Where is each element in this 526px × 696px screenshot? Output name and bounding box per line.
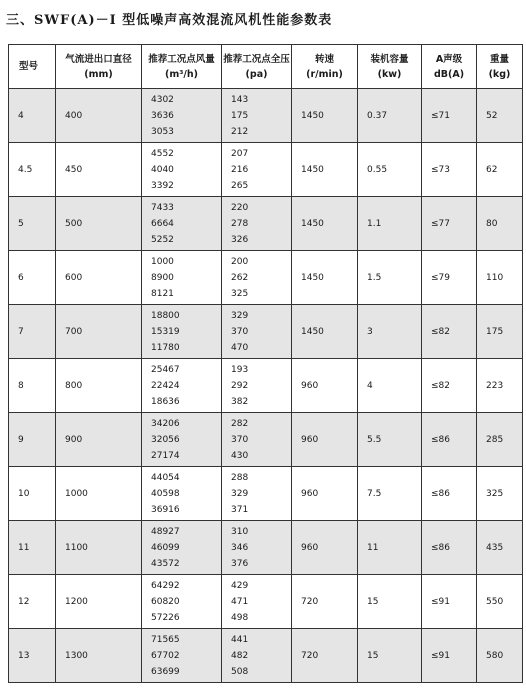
cell-pressure-value: 292 — [231, 380, 249, 391]
cell-flow — [142, 251, 222, 305]
header-label: 型号 — [19, 61, 39, 72]
performance-table — [8, 44, 523, 683]
cell-flow-value: 3053 — [151, 126, 174, 137]
cell-speed: 960 — [292, 359, 358, 413]
cell-flow-value: 36916 — [151, 504, 180, 515]
cell-weight: 435 — [477, 521, 523, 575]
cell-pressure-value: 329 — [231, 310, 249, 321]
cell-flow-value: 46099 — [151, 542, 180, 553]
cell-flow — [142, 305, 222, 359]
cell-flow-value: 8900 — [151, 272, 174, 283]
cell-flow-value: 3636 — [151, 110, 174, 121]
header-unit: (m³/h) — [165, 68, 198, 80]
cell-flow-value: 15319 — [151, 326, 180, 337]
cell-pressure-value: 326 — [231, 234, 249, 245]
cell-model: 5 — [9, 197, 56, 251]
header-label: 重量 — [489, 53, 509, 65]
cell-noise: ≤86 — [422, 467, 477, 521]
cell-pressure-value: 193 — [231, 364, 249, 375]
cell-speed: 960 — [292, 521, 358, 575]
cell-power: 15 — [358, 575, 422, 629]
table-row — [9, 89, 523, 143]
cell-model: 12 — [9, 575, 56, 629]
cell-flow-value: 5252 — [151, 234, 174, 245]
cell-pressure-value: 175 — [231, 110, 249, 121]
cell-power: 15 — [358, 629, 422, 683]
cell-pressure — [222, 629, 292, 683]
header-cell-noise — [422, 45, 477, 89]
cell-speed: 1450 — [292, 143, 358, 197]
cell-pressure-value: 220 — [231, 202, 249, 213]
cell-power: 5.5 — [358, 413, 422, 467]
table-row — [9, 467, 523, 521]
header-label: 气流进出口直径 — [65, 53, 132, 65]
cell-weight: 80 — [477, 197, 523, 251]
cell-flow-value: 11780 — [151, 342, 180, 353]
cell-flow-value: 18800 — [151, 310, 180, 321]
cell-flow-value: 4302 — [151, 94, 174, 105]
header-cell-weight — [477, 45, 523, 89]
cell-speed: 720 — [292, 629, 358, 683]
header-cell-diameter — [56, 45, 142, 89]
cell-pressure — [222, 197, 292, 251]
cell-pressure-value: 212 — [231, 126, 249, 137]
cell-pressure-value: 508 — [231, 666, 249, 677]
cell-flow-value: 4552 — [151, 148, 174, 159]
cell-pressure-value: 265 — [231, 180, 249, 191]
cell-weight: 62 — [477, 143, 523, 197]
cell-pressure — [222, 89, 292, 143]
cell-pressure-value: 429 — [231, 580, 249, 591]
cell-noise: ≤82 — [422, 305, 477, 359]
cell-weight: 550 — [477, 575, 523, 629]
cell-flow-value: 27174 — [151, 450, 180, 461]
cell-noise: ≤73 — [422, 143, 477, 197]
cell-power: 4 — [358, 359, 422, 413]
cell-diameter: 900 — [56, 413, 142, 467]
cell-flow-value: 57226 — [151, 612, 180, 623]
header-unit: (kw) — [377, 68, 402, 80]
cell-power: 0.55 — [358, 143, 422, 197]
cell-speed: 1450 — [292, 251, 358, 305]
header-label: 转速 — [314, 53, 334, 65]
cell-flow-value: 64292 — [151, 580, 180, 591]
cell-weight: 52 — [477, 89, 523, 143]
table-row — [9, 359, 523, 413]
cell-diameter: 600 — [56, 251, 142, 305]
cell-speed: 960 — [292, 413, 358, 467]
cell-pressure-value: 371 — [231, 504, 249, 515]
cell-model: 10 — [9, 467, 56, 521]
cell-pressure-value: 288 — [231, 472, 249, 483]
header-label: A声级 — [435, 53, 463, 65]
cell-flow-value: 43572 — [151, 558, 180, 569]
cell-pressure-value: 278 — [231, 218, 249, 229]
cell-pressure-value: 310 — [231, 526, 249, 537]
cell-weight: 285 — [477, 413, 523, 467]
header-label: 装机容量 — [370, 53, 409, 65]
table-row — [9, 413, 523, 467]
cell-diameter: 1000 — [56, 467, 142, 521]
cell-pressure-value: 370 — [231, 434, 249, 445]
cell-pressure-value: 282 — [231, 418, 249, 429]
cell-model: 7 — [9, 305, 56, 359]
cell-model: 4 — [9, 89, 56, 143]
cell-flow-value: 32056 — [151, 434, 180, 445]
cell-diameter: 400 — [56, 89, 142, 143]
cell-noise: ≤91 — [422, 629, 477, 683]
cell-pressure-value: 207 — [231, 148, 249, 159]
cell-diameter: 500 — [56, 197, 142, 251]
cell-flow-value: 4040 — [151, 164, 174, 175]
cell-noise: ≤86 — [422, 521, 477, 575]
cell-pressure — [222, 251, 292, 305]
cell-speed: 1450 — [292, 305, 358, 359]
cell-flow-value: 60820 — [151, 596, 180, 607]
cell-power: 1.5 — [358, 251, 422, 305]
cell-pressure-value: 376 — [231, 558, 249, 569]
cell-flow-value: 3392 — [151, 180, 174, 191]
cell-pressure — [222, 143, 292, 197]
table-row — [9, 521, 523, 575]
cell-pressure-value: 482 — [231, 650, 249, 661]
cell-pressure — [222, 467, 292, 521]
cell-pressure — [222, 575, 292, 629]
cell-model: 11 — [9, 521, 56, 575]
cell-model: 6 — [9, 251, 56, 305]
cell-pressure — [222, 521, 292, 575]
cell-pressure-value: 262 — [231, 272, 249, 283]
cell-model: 13 — [9, 629, 56, 683]
header-cell-power — [358, 45, 422, 89]
cell-pressure-value: 470 — [231, 342, 249, 353]
table-row — [9, 197, 523, 251]
cell-noise: ≤82 — [422, 359, 477, 413]
table-row — [9, 629, 523, 683]
cell-pressure-value: 325 — [231, 288, 249, 299]
cell-flow-value: 8121 — [151, 288, 174, 299]
cell-noise: ≤79 — [422, 251, 477, 305]
header-unit: (pa) — [245, 68, 268, 80]
cell-pressure-value: 471 — [231, 596, 249, 607]
cell-power: 11 — [358, 521, 422, 575]
cell-flow-value: 1000 — [151, 256, 174, 267]
cell-diameter: 800 — [56, 359, 142, 413]
cell-flow — [142, 467, 222, 521]
cell-flow — [142, 197, 222, 251]
cell-flow-value: 18636 — [151, 396, 180, 407]
cell-weight: 175 — [477, 305, 523, 359]
cell-weight: 110 — [477, 251, 523, 305]
cell-diameter: 1200 — [56, 575, 142, 629]
cell-flow-value: 6664 — [151, 218, 174, 229]
cell-flow — [142, 359, 222, 413]
cell-pressure-value: 370 — [231, 326, 249, 337]
cell-noise: ≤71 — [422, 89, 477, 143]
table-row — [9, 575, 523, 629]
header-unit: (kg) — [488, 68, 511, 80]
cell-pressure-value: 200 — [231, 256, 249, 267]
cell-power: 7.5 — [358, 467, 422, 521]
cell-model: 8 — [9, 359, 56, 413]
cell-flow-value: 44054 — [151, 472, 180, 483]
cell-flow-value: 67702 — [151, 650, 180, 661]
cell-noise: ≤91 — [422, 575, 477, 629]
cell-flow-value: 71565 — [151, 634, 180, 645]
header-cell-model — [9, 45, 56, 89]
cell-pressure-value: 216 — [231, 164, 249, 175]
cell-power: 3 — [358, 305, 422, 359]
table-row — [9, 251, 523, 305]
cell-speed: 720 — [292, 575, 358, 629]
cell-flow-value: 63699 — [151, 666, 180, 677]
cell-weight: 325 — [477, 467, 523, 521]
cell-diameter: 450 — [56, 143, 142, 197]
cell-diameter: 700 — [56, 305, 142, 359]
cell-diameter: 1100 — [56, 521, 142, 575]
cell-power: 0.37 — [358, 89, 422, 143]
table-body — [9, 89, 523, 683]
cell-flow — [142, 575, 222, 629]
cell-pressure-value: 346 — [231, 542, 249, 553]
header-label: 推荐工况点风量 — [148, 53, 215, 65]
page-title: 三、SWF(A)－I 型低噪声高效混流风机性能参数表 — [6, 13, 333, 28]
cell-power: 1.1 — [358, 197, 422, 251]
table-row — [9, 143, 523, 197]
cell-flow — [142, 89, 222, 143]
cell-pressure-value: 382 — [231, 396, 249, 407]
cell-pressure-value: 441 — [231, 634, 249, 645]
cell-speed: 1450 — [292, 197, 358, 251]
cell-flow-value: 40598 — [151, 488, 180, 499]
cell-flow-value: 22424 — [151, 380, 180, 391]
cell-pressure — [222, 413, 292, 467]
header-label: 推荐工况点全压 — [223, 53, 290, 65]
cell-noise: ≤86 — [422, 413, 477, 467]
cell-model: 4.5 — [9, 143, 56, 197]
header-cell-pressure — [222, 45, 292, 89]
header-cell-speed — [292, 45, 358, 89]
cell-weight: 223 — [477, 359, 523, 413]
cell-speed: 960 — [292, 467, 358, 521]
cell-weight: 580 — [477, 629, 523, 683]
header-unit: (mm) — [84, 68, 113, 80]
cell-flow-value: 25467 — [151, 364, 180, 375]
header-unit: dB(A) — [433, 68, 465, 80]
cell-flow — [142, 521, 222, 575]
cell-flow — [142, 413, 222, 467]
cell-pressure-value: 498 — [231, 612, 249, 623]
cell-pressure — [222, 359, 292, 413]
cell-flow — [142, 629, 222, 683]
cell-flow — [142, 143, 222, 197]
header-cell-flow — [142, 45, 222, 89]
header-row — [9, 45, 523, 89]
cell-pressure-value: 143 — [231, 94, 249, 105]
cell-flow-value: 34206 — [151, 418, 180, 429]
cell-pressure-value: 329 — [231, 488, 249, 499]
cell-model: 9 — [9, 413, 56, 467]
table-row — [9, 305, 523, 359]
cell-noise: ≤77 — [422, 197, 477, 251]
cell-flow-value: 48927 — [151, 526, 180, 537]
cell-speed: 1450 — [292, 89, 358, 143]
cell-flow-value: 7433 — [151, 202, 174, 213]
cell-pressure-value: 430 — [231, 450, 249, 461]
header-unit: (r/min) — [306, 68, 343, 80]
cell-diameter: 1300 — [56, 629, 142, 683]
cell-pressure — [222, 305, 292, 359]
